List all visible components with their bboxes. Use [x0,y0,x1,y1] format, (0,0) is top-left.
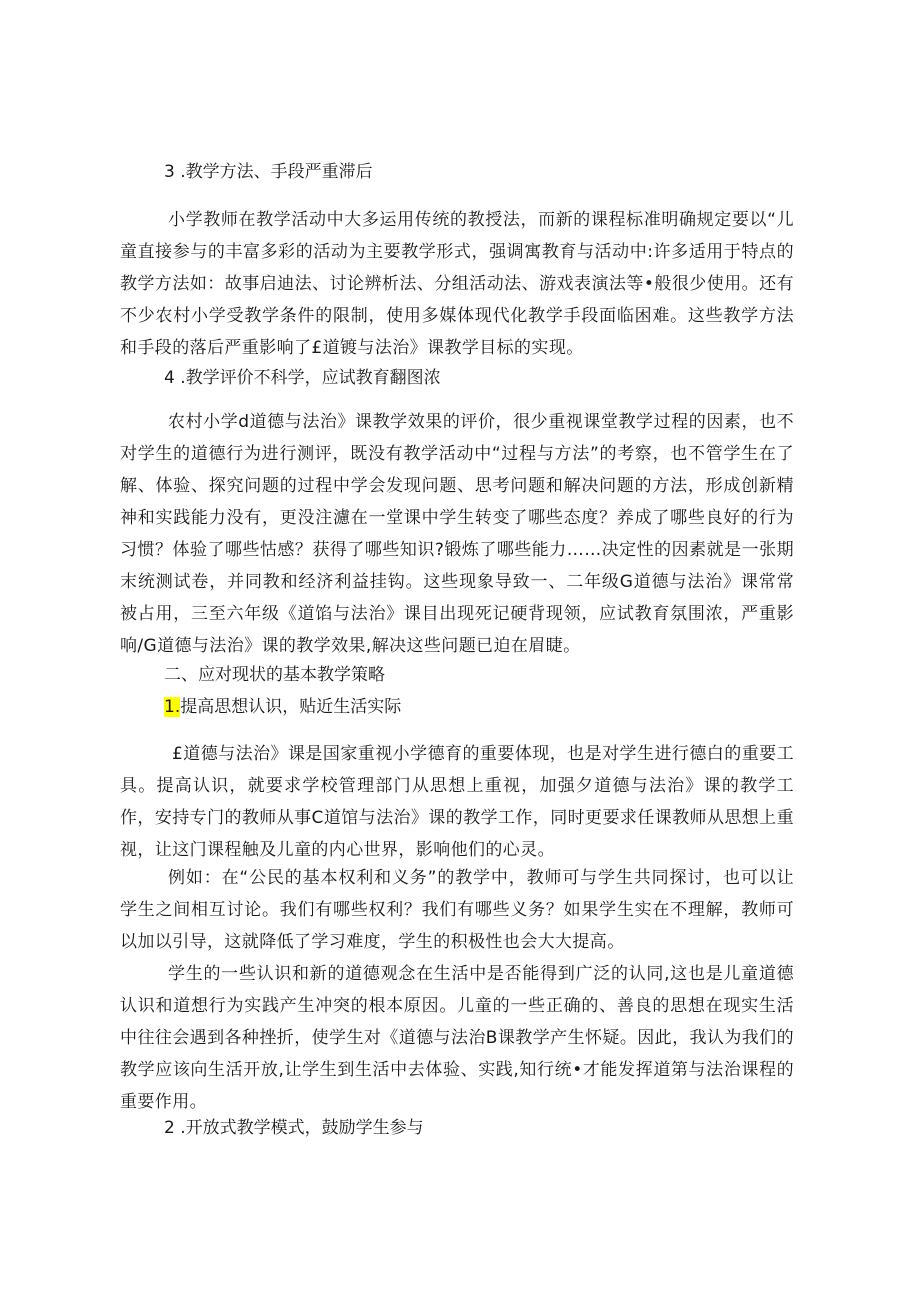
paragraph-evaluation: 农村小学d道德与法治》课教学效果的评价，很少重视课堂教学过程的因素，也不对学生的道德行为进行测评，既没有教学活动中“过程与方法”的考察，也不管学生在了解、体验、探究问题的过程中学会发现问题、思考问题和解决问题的方法，形成创新精神和实践能力没有，更没注濾在一堂课中学生转变了哪些态度？养成了哪些良好的行为习惯？体验了哪些怙感？获得了哪些知识?锻炼了哪些能力……决定性的因素就是一张期末统测试卷，并同教和经济利益挂钩。这些现象导致一、二年级G道德与法治》课常常被占用，三至六年级《道馅与法治》课目出现死记硬背现领，应试教育氛围浓，严重影响/G道德与法治》课的教学效果,解决这些问题已迫在眉睫。 [120,412,794,656]
subheading-improve-awareness-text: 提高思想认识，贴近生活实际 [180,697,402,717]
subheading-improve-awareness [164,696,401,718]
subheading-open-teaching: 2 .开放式教学模式，鼓励学生参与 [164,1118,424,1138]
paragraph-teaching-methods: 小学教师在教学活动中大多运用传统的教授法，而新的课程标准明确规定要以“儿童直接参与的丰富多彩的活动为主要教学形式，强调寓教育与活动中:许多适用于特点的教学方法如：故事启迪法、讨论辨析法、分组活动法、游戏表演法等•般很少使用。还有不少农村小学受教学条件的限制，使用多媒体现代化教学手段面临困难。这些教学方法和手段的落后严重影响了£道镀与法治》课教学目标的实现。 [120,210,794,358]
paragraph-example: 例如：在“公民的基本权利和义务”的教学中，教师可与学生共同探讨，也可以让学生之间相互讨论。我们有哪些权利？我们有哪些义务？如果学生实在不理解，教师可以加以引导，这就降低了学习难度，学生的积极性也会大大提高。 [120,868,794,952]
subheading-evaluation: 4 .教学评价不科学，应试教育翻图浓 [164,368,441,388]
highlighted-number: 1. [164,697,181,717]
section-heading-strategies: 二、应对现状的基本教学策略 [164,665,385,685]
paragraph-life-practice: 学生的一些认识和新的道德观念在生活中是否能得到广泛的认同,这也是儿童道德认识和道想行为实践产生冲突的根本原因。儿童的一些正确的、善良的思想在现实生活中往往会遇到各种挫折，使学生对《道德与法治B课教学产生怀疑。因此，我认为我们的教学应该向生活开放,让学生到生活中去体验、实践,知行统•才能发挥道第与法治课程的重要作用。 [120,964,794,1112]
subheading-teaching-methods: 3 .教学方法、手段严重滞后 [164,162,373,182]
paragraph-awareness: £道德与法治》课是国家重视小学德育的重要体现，也是对学生进行德白的重要工具。提高认识，就要求学校管理部门从思想上重视，加强夕道德与法治》课的教学工作，安持专门的教师从事C道馆与法治》课的教学工作，同时更要求任课教师从思想上重视，让这门课程触及儿童的内心世界，影响他们的心灵。 [120,744,794,860]
